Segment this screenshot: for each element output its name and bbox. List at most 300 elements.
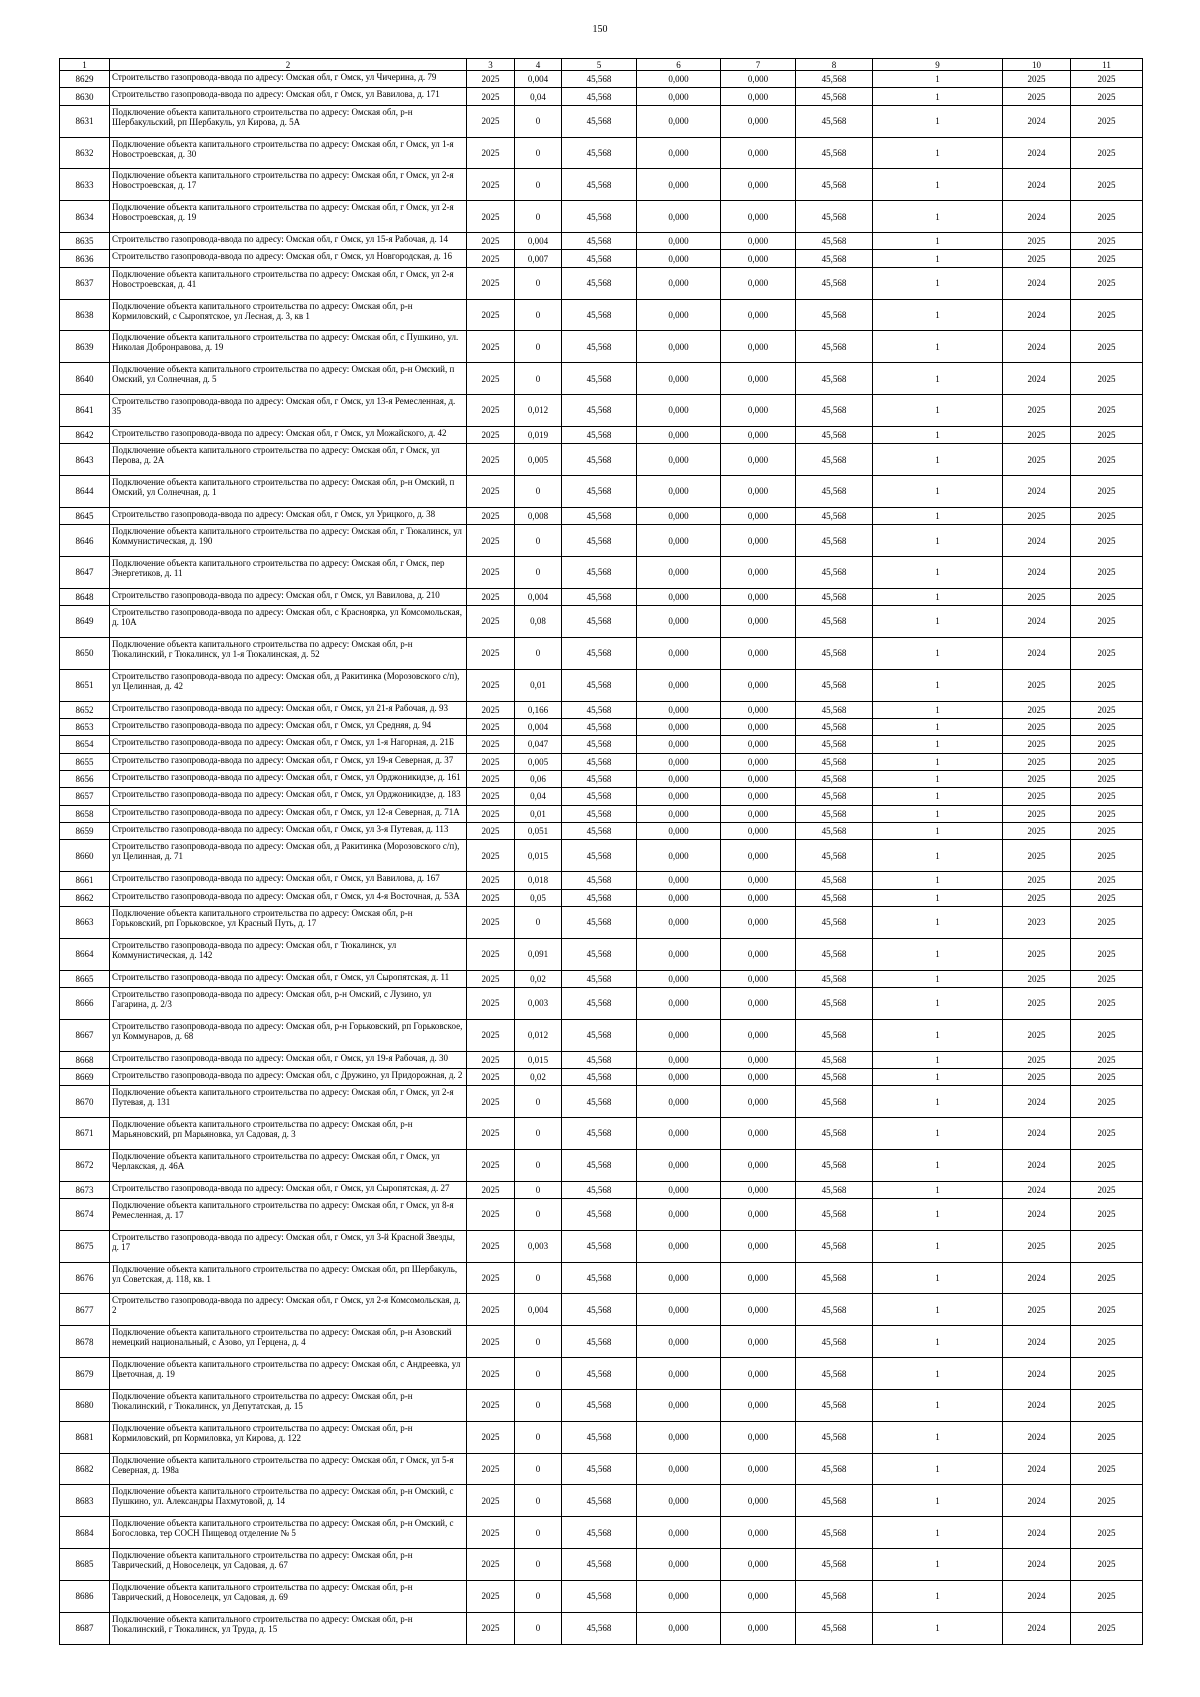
value-cell-7: 0,000 — [721, 938, 796, 970]
year-cell: 2025 — [467, 805, 515, 822]
column-header: 9 — [873, 59, 1003, 71]
length-cell: 0,003 — [515, 987, 562, 1019]
value-cell-6: 0,000 — [637, 299, 721, 331]
start-year-cell: 2025 — [1003, 736, 1071, 753]
value-cell-7: 0,000 — [721, 1358, 796, 1390]
total-cell: 45,568 — [796, 169, 873, 201]
value-cell-6: 0,000 — [637, 1149, 721, 1181]
end-year-cell: 2025 — [1071, 331, 1143, 363]
row-number: 8669 — [60, 1068, 110, 1085]
total-cell: 45,568 — [796, 137, 873, 169]
value-cell-7: 0,000 — [721, 736, 796, 753]
cost-cell: 45,568 — [562, 1548, 637, 1580]
count-cell: 1 — [873, 718, 1003, 735]
year-cell: 2025 — [467, 770, 515, 787]
value-cell-6: 0,000 — [637, 331, 721, 363]
cost-cell: 45,568 — [562, 718, 637, 735]
year-cell: 2025 — [467, 394, 515, 426]
table-row — [60, 606, 1143, 638]
column-header: 4 — [515, 59, 562, 71]
end-year-cell: 2025 — [1071, 1019, 1143, 1051]
table-row — [60, 938, 1143, 970]
count-cell: 1 — [873, 444, 1003, 476]
count-cell: 1 — [873, 1358, 1003, 1390]
start-year-cell: 2024 — [1003, 1181, 1071, 1198]
cost-cell: 45,568 — [562, 331, 637, 363]
row-number: 8661 — [60, 872, 110, 889]
cost-cell: 45,568 — [562, 1485, 637, 1517]
end-year-cell: 2025 — [1071, 1612, 1143, 1644]
start-year-cell: 2024 — [1003, 1517, 1071, 1549]
start-year-cell: 2024 — [1003, 1358, 1071, 1390]
count-cell: 1 — [873, 1199, 1003, 1231]
value-cell-6: 0,000 — [637, 394, 721, 426]
value-cell-6: 0,000 — [637, 1517, 721, 1549]
table-row — [60, 788, 1143, 805]
length-cell: 0,04 — [515, 88, 562, 105]
count-cell: 1 — [873, 1294, 1003, 1326]
total-cell: 45,568 — [796, 606, 873, 638]
length-cell: 0 — [515, 1358, 562, 1390]
work-description: Подключение объекта капитального строительства по адресу: Омская обл, г Омск, ул 8-я Ремесленная, д. 17 — [110, 1199, 467, 1231]
value-cell-6: 0,000 — [637, 444, 721, 476]
value-cell-6: 0,000 — [637, 475, 721, 507]
total-cell: 45,568 — [796, 1086, 873, 1118]
start-year-cell: 2025 — [1003, 1294, 1071, 1326]
cost-cell: 45,568 — [562, 1294, 637, 1326]
value-cell-6: 0,000 — [637, 201, 721, 233]
column-header: 5 — [562, 59, 637, 71]
end-year-cell: 2025 — [1071, 805, 1143, 822]
value-cell-7: 0,000 — [721, 137, 796, 169]
year-cell: 2025 — [467, 105, 515, 137]
count-cell: 1 — [873, 232, 1003, 249]
value-cell-7: 0,000 — [721, 889, 796, 906]
total-cell: 45,568 — [796, 1421, 873, 1453]
year-cell: 2025 — [467, 267, 515, 299]
value-cell-6: 0,000 — [637, 1358, 721, 1390]
year-cell: 2025 — [467, 232, 515, 249]
row-number: 8645 — [60, 507, 110, 524]
work-description: Подключение объекта капитального строительства по адресу: Омская обл, г Омск, пер Энергетиков, д. 11 — [110, 556, 467, 588]
start-year-cell: 2025 — [1003, 1068, 1071, 1085]
count-cell: 1 — [873, 1580, 1003, 1612]
work-description: Строительство газопровода-ввода по адресу: Омская обл, г Омск, ул 3-й Красной Звезды, д. 17 — [110, 1230, 467, 1262]
end-year-cell: 2025 — [1071, 105, 1143, 137]
cost-cell: 45,568 — [562, 525, 637, 557]
cost-cell: 45,568 — [562, 872, 637, 889]
length-cell: 0,008 — [515, 507, 562, 524]
row-number: 8671 — [60, 1118, 110, 1150]
table-row — [60, 394, 1143, 426]
value-cell-6: 0,000 — [637, 169, 721, 201]
end-year-cell: 2025 — [1071, 137, 1143, 169]
length-cell: 0 — [515, 1118, 562, 1150]
count-cell: 1 — [873, 1389, 1003, 1421]
table-row — [60, 1086, 1143, 1118]
end-year-cell: 2025 — [1071, 588, 1143, 605]
cost-cell: 45,568 — [562, 669, 637, 701]
end-year-cell: 2025 — [1071, 394, 1143, 426]
value-cell-7: 0,000 — [721, 299, 796, 331]
row-number: 8686 — [60, 1580, 110, 1612]
page-number: 150 — [592, 24, 608, 35]
end-year-cell: 2025 — [1071, 1389, 1143, 1421]
count-cell: 1 — [873, 1517, 1003, 1549]
start-year-cell: 2025 — [1003, 840, 1071, 872]
row-number: 8644 — [60, 475, 110, 507]
total-cell: 45,568 — [796, 872, 873, 889]
table-row — [60, 426, 1143, 443]
value-cell-6: 0,000 — [637, 606, 721, 638]
work-description: Подключение объекта капитального строительства по адресу: Омская обл, р-н Кормиловский, с Сыропятское, ул Лесная, д. 3, кв 1 — [110, 299, 467, 331]
start-year-cell: 2025 — [1003, 507, 1071, 524]
start-year-cell: 2024 — [1003, 1485, 1071, 1517]
value-cell-7: 0,000 — [721, 669, 796, 701]
year-cell: 2025 — [467, 970, 515, 987]
work-description: Подключение объекта капитального строительства по адресу: Омская обл, г Омск, ул Перова, д. 2А — [110, 444, 467, 476]
end-year-cell: 2025 — [1071, 267, 1143, 299]
total-cell: 45,568 — [796, 71, 873, 88]
work-description: Подключение объекта капитального строительства по адресу: Омская обл, р-н Кормиловский, рп Кормиловка, ул Кирова, д. 122 — [110, 1421, 467, 1453]
total-cell: 45,568 — [796, 753, 873, 770]
year-cell: 2025 — [467, 1019, 515, 1051]
value-cell-6: 0,000 — [637, 137, 721, 169]
row-number: 8648 — [60, 588, 110, 605]
end-year-cell: 2025 — [1071, 788, 1143, 805]
cost-cell: 45,568 — [562, 1199, 637, 1231]
total-cell: 45,568 — [796, 840, 873, 872]
end-year-cell: 2025 — [1071, 1230, 1143, 1262]
year-cell: 2025 — [467, 1294, 515, 1326]
work-description: Подключение объекта капитального строительства по адресу: Омская обл, г Омск, ул 2-я Новостроевская, д. 17 — [110, 169, 467, 201]
count-cell: 1 — [873, 736, 1003, 753]
table-row — [60, 299, 1143, 331]
table-row — [60, 906, 1143, 938]
work-description: Строительство газопровода-ввода по адресу: Омская обл, г Омск, ул 12-я Северная, д. 71А — [110, 805, 467, 822]
year-cell: 2025 — [467, 1517, 515, 1549]
row-number: 8651 — [60, 669, 110, 701]
row-number: 8659 — [60, 823, 110, 840]
end-year-cell: 2025 — [1071, 1051, 1143, 1068]
year-cell: 2025 — [467, 701, 515, 718]
table-row — [60, 1068, 1143, 1085]
cost-cell: 45,568 — [562, 1517, 637, 1549]
year-cell: 2025 — [467, 426, 515, 443]
total-cell: 45,568 — [796, 1358, 873, 1390]
total-cell: 45,568 — [796, 444, 873, 476]
table-row — [60, 363, 1143, 395]
table-row — [60, 507, 1143, 524]
start-year-cell: 2025 — [1003, 394, 1071, 426]
value-cell-7: 0,000 — [721, 987, 796, 1019]
cost-cell: 45,568 — [562, 1580, 637, 1612]
work-description: Строительство газопровода-ввода по адресу: Омская обл, г Омск, ул Сыропятская, д. 11 — [110, 970, 467, 987]
end-year-cell: 2025 — [1071, 718, 1143, 735]
start-year-cell: 2024 — [1003, 475, 1071, 507]
count-cell: 1 — [873, 588, 1003, 605]
cost-cell: 45,568 — [562, 169, 637, 201]
row-number: 8650 — [60, 637, 110, 669]
value-cell-7: 0,000 — [721, 1389, 796, 1421]
row-number: 8682 — [60, 1453, 110, 1485]
start-year-cell: 2024 — [1003, 331, 1071, 363]
value-cell-7: 0,000 — [721, 970, 796, 987]
end-year-cell: 2025 — [1071, 1086, 1143, 1118]
cost-cell: 45,568 — [562, 770, 637, 787]
start-year-cell: 2024 — [1003, 1326, 1071, 1358]
value-cell-7: 0,000 — [721, 1485, 796, 1517]
length-cell: 0,166 — [515, 701, 562, 718]
count-cell: 1 — [873, 1326, 1003, 1358]
table-row — [60, 88, 1143, 105]
year-cell: 2025 — [467, 1230, 515, 1262]
count-cell: 1 — [873, 556, 1003, 588]
count-cell: 1 — [873, 1612, 1003, 1644]
value-cell-7: 0,000 — [721, 507, 796, 524]
cost-cell: 45,568 — [562, 1019, 637, 1051]
start-year-cell: 2024 — [1003, 1612, 1071, 1644]
length-cell: 0,08 — [515, 606, 562, 638]
value-cell-6: 0,000 — [637, 938, 721, 970]
length-cell: 0,004 — [515, 71, 562, 88]
cost-cell: 45,568 — [562, 889, 637, 906]
start-year-cell: 2025 — [1003, 872, 1071, 889]
table-row — [60, 588, 1143, 605]
table-row — [60, 1199, 1143, 1231]
total-cell: 45,568 — [796, 1262, 873, 1294]
length-cell: 0,05 — [515, 889, 562, 906]
end-year-cell: 2025 — [1071, 1118, 1143, 1150]
work-description: Подключение объекта капитального строительства по адресу: Омская обл, р-н Азовский немецкий национальный, с Азово, ул Герцена, д. 4 — [110, 1326, 467, 1358]
value-cell-6: 0,000 — [637, 1421, 721, 1453]
length-cell: 0 — [515, 556, 562, 588]
length-cell: 0 — [515, 1326, 562, 1358]
end-year-cell: 2025 — [1071, 669, 1143, 701]
row-number: 8653 — [60, 718, 110, 735]
start-year-cell: 2025 — [1003, 1019, 1071, 1051]
year-cell: 2025 — [467, 1262, 515, 1294]
work-description: Строительство газопровода-ввода по адресу: Омская обл, д Ракитинка (Морозовского с/п), ул Целинная, д. 71 — [110, 840, 467, 872]
row-number: 8676 — [60, 1262, 110, 1294]
start-year-cell: 2024 — [1003, 299, 1071, 331]
column-header: 7 — [721, 59, 796, 71]
count-cell: 1 — [873, 201, 1003, 233]
work-description: Строительство газопровода-ввода по адресу: Омская обл, г Омск, ул Вавилова, д. 210 — [110, 588, 467, 605]
start-year-cell: 2025 — [1003, 805, 1071, 822]
value-cell-7: 0,000 — [721, 1230, 796, 1262]
year-cell: 2025 — [467, 588, 515, 605]
row-number: 8670 — [60, 1086, 110, 1118]
value-cell-6: 0,000 — [637, 788, 721, 805]
work-description: Подключение объекта капитального строительства по адресу: Омская обл, с Пушкино, ул. Николая Добронравова, д. 19 — [110, 331, 467, 363]
total-cell: 45,568 — [796, 1019, 873, 1051]
end-year-cell: 2025 — [1071, 1199, 1143, 1231]
end-year-cell: 2025 — [1071, 1358, 1143, 1390]
start-year-cell: 2024 — [1003, 201, 1071, 233]
total-cell: 45,568 — [796, 331, 873, 363]
cost-cell: 45,568 — [562, 823, 637, 840]
start-year-cell: 2025 — [1003, 701, 1071, 718]
length-cell: 0,01 — [515, 669, 562, 701]
table-row — [60, 736, 1143, 753]
total-cell: 45,568 — [796, 88, 873, 105]
total-cell: 45,568 — [796, 1548, 873, 1580]
count-cell: 1 — [873, 1262, 1003, 1294]
work-description: Строительство газопровода-ввода по адресу: Омская обл, г Омск, ул 2-я Комсомольская, д. 2 — [110, 1294, 467, 1326]
length-cell: 0 — [515, 1517, 562, 1549]
value-cell-7: 0,000 — [721, 1086, 796, 1118]
cost-cell: 45,568 — [562, 232, 637, 249]
column-header: 2 — [110, 59, 467, 71]
start-year-cell: 2025 — [1003, 669, 1071, 701]
total-cell: 45,568 — [796, 1326, 873, 1358]
end-year-cell: 2025 — [1071, 556, 1143, 588]
cost-cell: 45,568 — [562, 987, 637, 1019]
length-cell: 0,004 — [515, 232, 562, 249]
value-cell-7: 0,000 — [721, 637, 796, 669]
total-cell: 45,568 — [796, 525, 873, 557]
end-year-cell: 2025 — [1071, 906, 1143, 938]
end-year-cell: 2025 — [1071, 872, 1143, 889]
count-cell: 1 — [873, 267, 1003, 299]
total-cell: 45,568 — [796, 299, 873, 331]
cost-cell: 45,568 — [562, 71, 637, 88]
value-cell-6: 0,000 — [637, 736, 721, 753]
year-cell: 2025 — [467, 1580, 515, 1612]
work-description: Подключение объекта капитального строительства по адресу: Омская обл, р-н Таврический, д Новоселецк, ул Садовая, д. 67 — [110, 1548, 467, 1580]
end-year-cell: 2025 — [1071, 1262, 1143, 1294]
count-cell: 1 — [873, 137, 1003, 169]
year-cell: 2025 — [467, 169, 515, 201]
length-cell: 0 — [515, 267, 562, 299]
row-number: 8646 — [60, 525, 110, 557]
total-cell: 45,568 — [796, 588, 873, 605]
row-number: 8641 — [60, 394, 110, 426]
year-cell: 2025 — [467, 840, 515, 872]
table-row — [60, 1149, 1143, 1181]
length-cell: 0,012 — [515, 394, 562, 426]
length-cell: 0,091 — [515, 938, 562, 970]
table-row — [60, 1294, 1143, 1326]
work-description: Подключение объекта капитального строительства по адресу: Омская обл, р-н Тюкалинский, г Тюкалинск, ул Труда, д. 15 — [110, 1612, 467, 1644]
work-description: Подключение объекта капитального строительства по адресу: Омская обл, р-н Омский, с Богословка, тер СОСН Пищевод отделение № 5 — [110, 1517, 467, 1549]
total-cell: 45,568 — [796, 1294, 873, 1326]
table-row — [60, 669, 1143, 701]
start-year-cell: 2025 — [1003, 444, 1071, 476]
value-cell-6: 0,000 — [637, 753, 721, 770]
work-description: Подключение объекта капитального строительства по адресу: Омская обл, р-н Омский, п Омский, ул Солнечная, д. 1 — [110, 475, 467, 507]
value-cell-7: 0,000 — [721, 1068, 796, 1085]
value-cell-7: 0,000 — [721, 363, 796, 395]
count-cell: 1 — [873, 363, 1003, 395]
year-cell: 2025 — [467, 788, 515, 805]
count-cell: 1 — [873, 71, 1003, 88]
total-cell: 45,568 — [796, 987, 873, 1019]
value-cell-7: 0,000 — [721, 718, 796, 735]
value-cell-7: 0,000 — [721, 426, 796, 443]
row-number: 8662 — [60, 889, 110, 906]
work-description: Подключение объекта капитального строительства по адресу: Омская обл, р-н Шербакульский, рп Шербакуль, ул Кирова, д. 5А — [110, 105, 467, 137]
row-number: 8678 — [60, 1326, 110, 1358]
value-cell-7: 0,000 — [721, 840, 796, 872]
value-cell-6: 0,000 — [637, 637, 721, 669]
value-cell-7: 0,000 — [721, 556, 796, 588]
work-description: Подключение объекта капитального строительства по адресу: Омская обл, р-н Тюкалинский, г Тюкалинск, ул Депутатская, д. 15 — [110, 1389, 467, 1421]
value-cell-7: 0,000 — [721, 1517, 796, 1549]
value-cell-6: 0,000 — [637, 1118, 721, 1150]
year-cell: 2025 — [467, 1086, 515, 1118]
cost-cell: 45,568 — [562, 1181, 637, 1198]
row-number: 8685 — [60, 1548, 110, 1580]
year-cell: 2025 — [467, 889, 515, 906]
row-number: 8649 — [60, 606, 110, 638]
table-row — [60, 1485, 1143, 1517]
length-cell: 0,02 — [515, 970, 562, 987]
value-cell-6: 0,000 — [637, 250, 721, 267]
length-cell: 0,003 — [515, 1230, 562, 1262]
length-cell: 0 — [515, 1181, 562, 1198]
start-year-cell: 2025 — [1003, 426, 1071, 443]
length-cell: 0,004 — [515, 1294, 562, 1326]
length-cell: 0 — [515, 201, 562, 233]
cost-cell: 45,568 — [562, 105, 637, 137]
cost-cell: 45,568 — [562, 556, 637, 588]
table-row — [60, 137, 1143, 169]
count-cell: 1 — [873, 299, 1003, 331]
count-cell: 1 — [873, 823, 1003, 840]
work-description: Подключение объекта капитального строительства по адресу: Омская обл, р-н Горьковский, рп Горьковское, ул Красный Путь, д. 17 — [110, 906, 467, 938]
length-cell: 0 — [515, 1612, 562, 1644]
end-year-cell: 2025 — [1071, 1326, 1143, 1358]
year-cell: 2025 — [467, 1199, 515, 1231]
row-number: 8683 — [60, 1485, 110, 1517]
work-description: Строительство газопровода-ввода по адресу: Омская обл, г Омск, ул 4-я Восточная, д. 53А — [110, 889, 467, 906]
table-row — [60, 250, 1143, 267]
row-number: 8656 — [60, 770, 110, 787]
end-year-cell: 2025 — [1071, 987, 1143, 1019]
length-cell: 0 — [515, 637, 562, 669]
value-cell-6: 0,000 — [637, 525, 721, 557]
column-header: 1 — [60, 59, 110, 71]
value-cell-6: 0,000 — [637, 906, 721, 938]
cost-cell: 45,568 — [562, 1230, 637, 1262]
end-year-cell: 2025 — [1071, 970, 1143, 987]
value-cell-7: 0,000 — [721, 1019, 796, 1051]
table-row — [60, 1262, 1143, 1294]
year-cell: 2025 — [467, 1118, 515, 1150]
length-cell: 0,04 — [515, 788, 562, 805]
year-cell: 2025 — [467, 250, 515, 267]
table-row — [60, 267, 1143, 299]
table-row — [60, 232, 1143, 249]
length-cell: 0,019 — [515, 426, 562, 443]
cost-cell: 45,568 — [562, 736, 637, 753]
count-cell: 1 — [873, 88, 1003, 105]
length-cell: 0 — [515, 1421, 562, 1453]
gas-connection-table — [59, 58, 1143, 1645]
total-cell: 45,568 — [796, 906, 873, 938]
row-number: 8675 — [60, 1230, 110, 1262]
value-cell-7: 0,000 — [721, 105, 796, 137]
total-cell: 45,568 — [796, 507, 873, 524]
end-year-cell: 2025 — [1071, 736, 1143, 753]
value-cell-6: 0,000 — [637, 1181, 721, 1198]
start-year-cell: 2025 — [1003, 250, 1071, 267]
start-year-cell: 2024 — [1003, 1453, 1071, 1485]
start-year-cell: 2025 — [1003, 889, 1071, 906]
start-year-cell: 2025 — [1003, 1230, 1071, 1262]
